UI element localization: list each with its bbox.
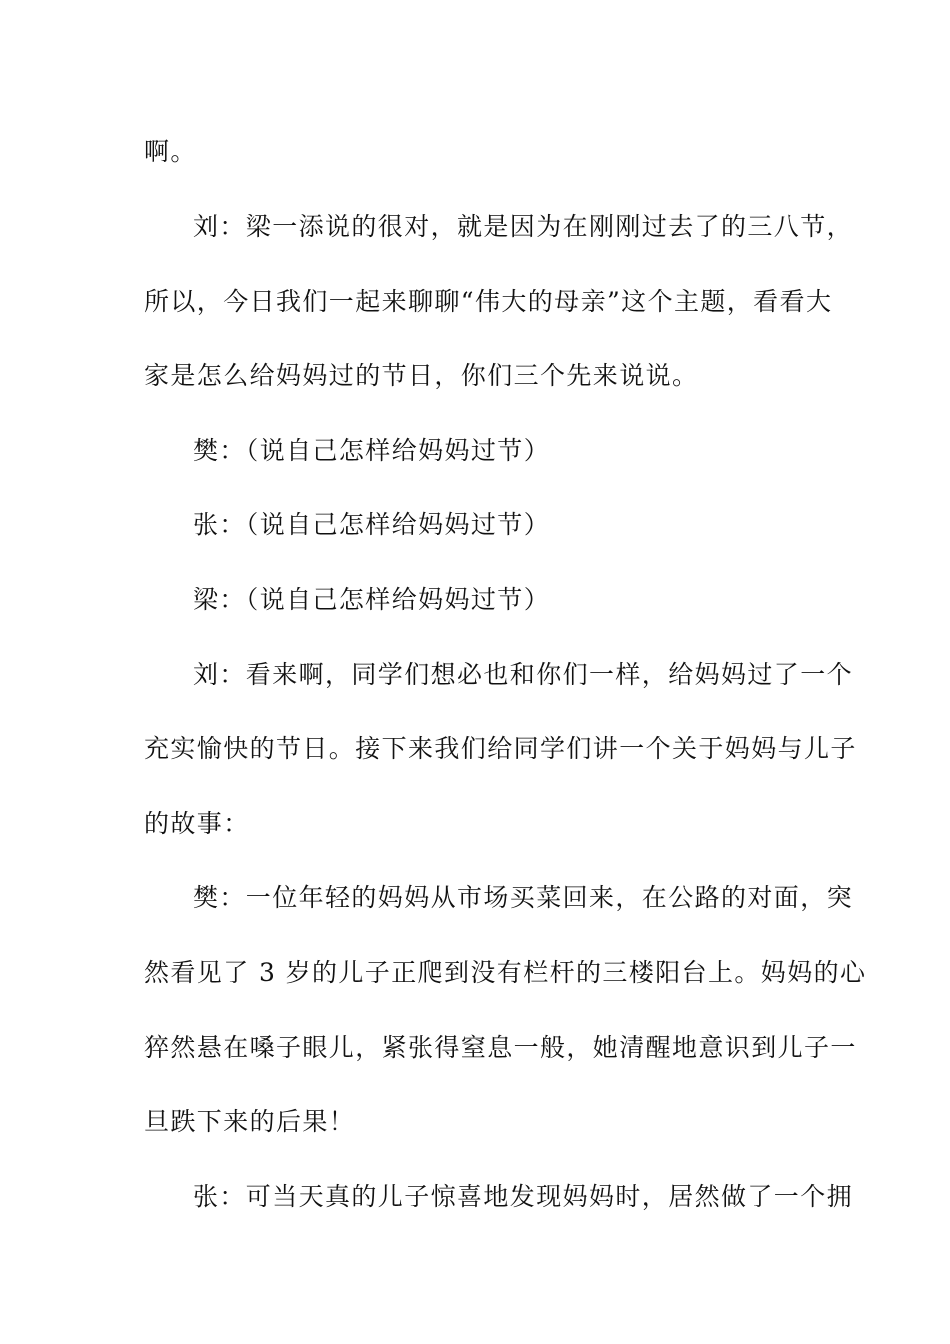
text-line: 张：（说自己怎样给妈妈过节）: [193, 510, 551, 539]
text-line: 樊：一位年轻的妈妈从市场买菜回来，在公路的对面，突: [193, 883, 854, 912]
text-line: 猝然悬在嗓子眼儿，紧张得窒息一般，她清醒地意识到儿子一: [144, 1033, 857, 1062]
text-line: 旦跌下来的后果！: [144, 1107, 356, 1136]
text-line: 刘：看来啊，同学们想必也和你们一样，给妈妈过了一个: [193, 660, 854, 689]
text-line: 梁：（说自己怎样给妈妈过节）: [193, 585, 551, 614]
text-line: 所以，今日我们一起来聊聊“伟大的母亲”这个主题，看看大: [144, 287, 833, 316]
text-line: 的故事：: [144, 809, 250, 838]
text-line: 充实愉快的节日。接下来我们给同学们讲一个关于妈妈与儿子: [144, 734, 857, 763]
text-line: 樊：（说自己怎样给妈妈过节）: [193, 436, 551, 465]
text-line: 张：可当天真的儿子惊喜地发现妈妈时，居然做了一个拥: [193, 1182, 854, 1211]
text-line: 家是怎么给妈妈过的节日，你们三个先来说说。: [144, 361, 699, 390]
text-line: 然看见了 3 岁的儿子正爬到没有栏杆的三楼阳台上。妈妈的心: [144, 958, 867, 987]
text-line: 刘：梁一添说的很对，就是因为在刚刚过去了的三八节，: [193, 212, 854, 241]
text-line: 啊。: [144, 137, 197, 166]
